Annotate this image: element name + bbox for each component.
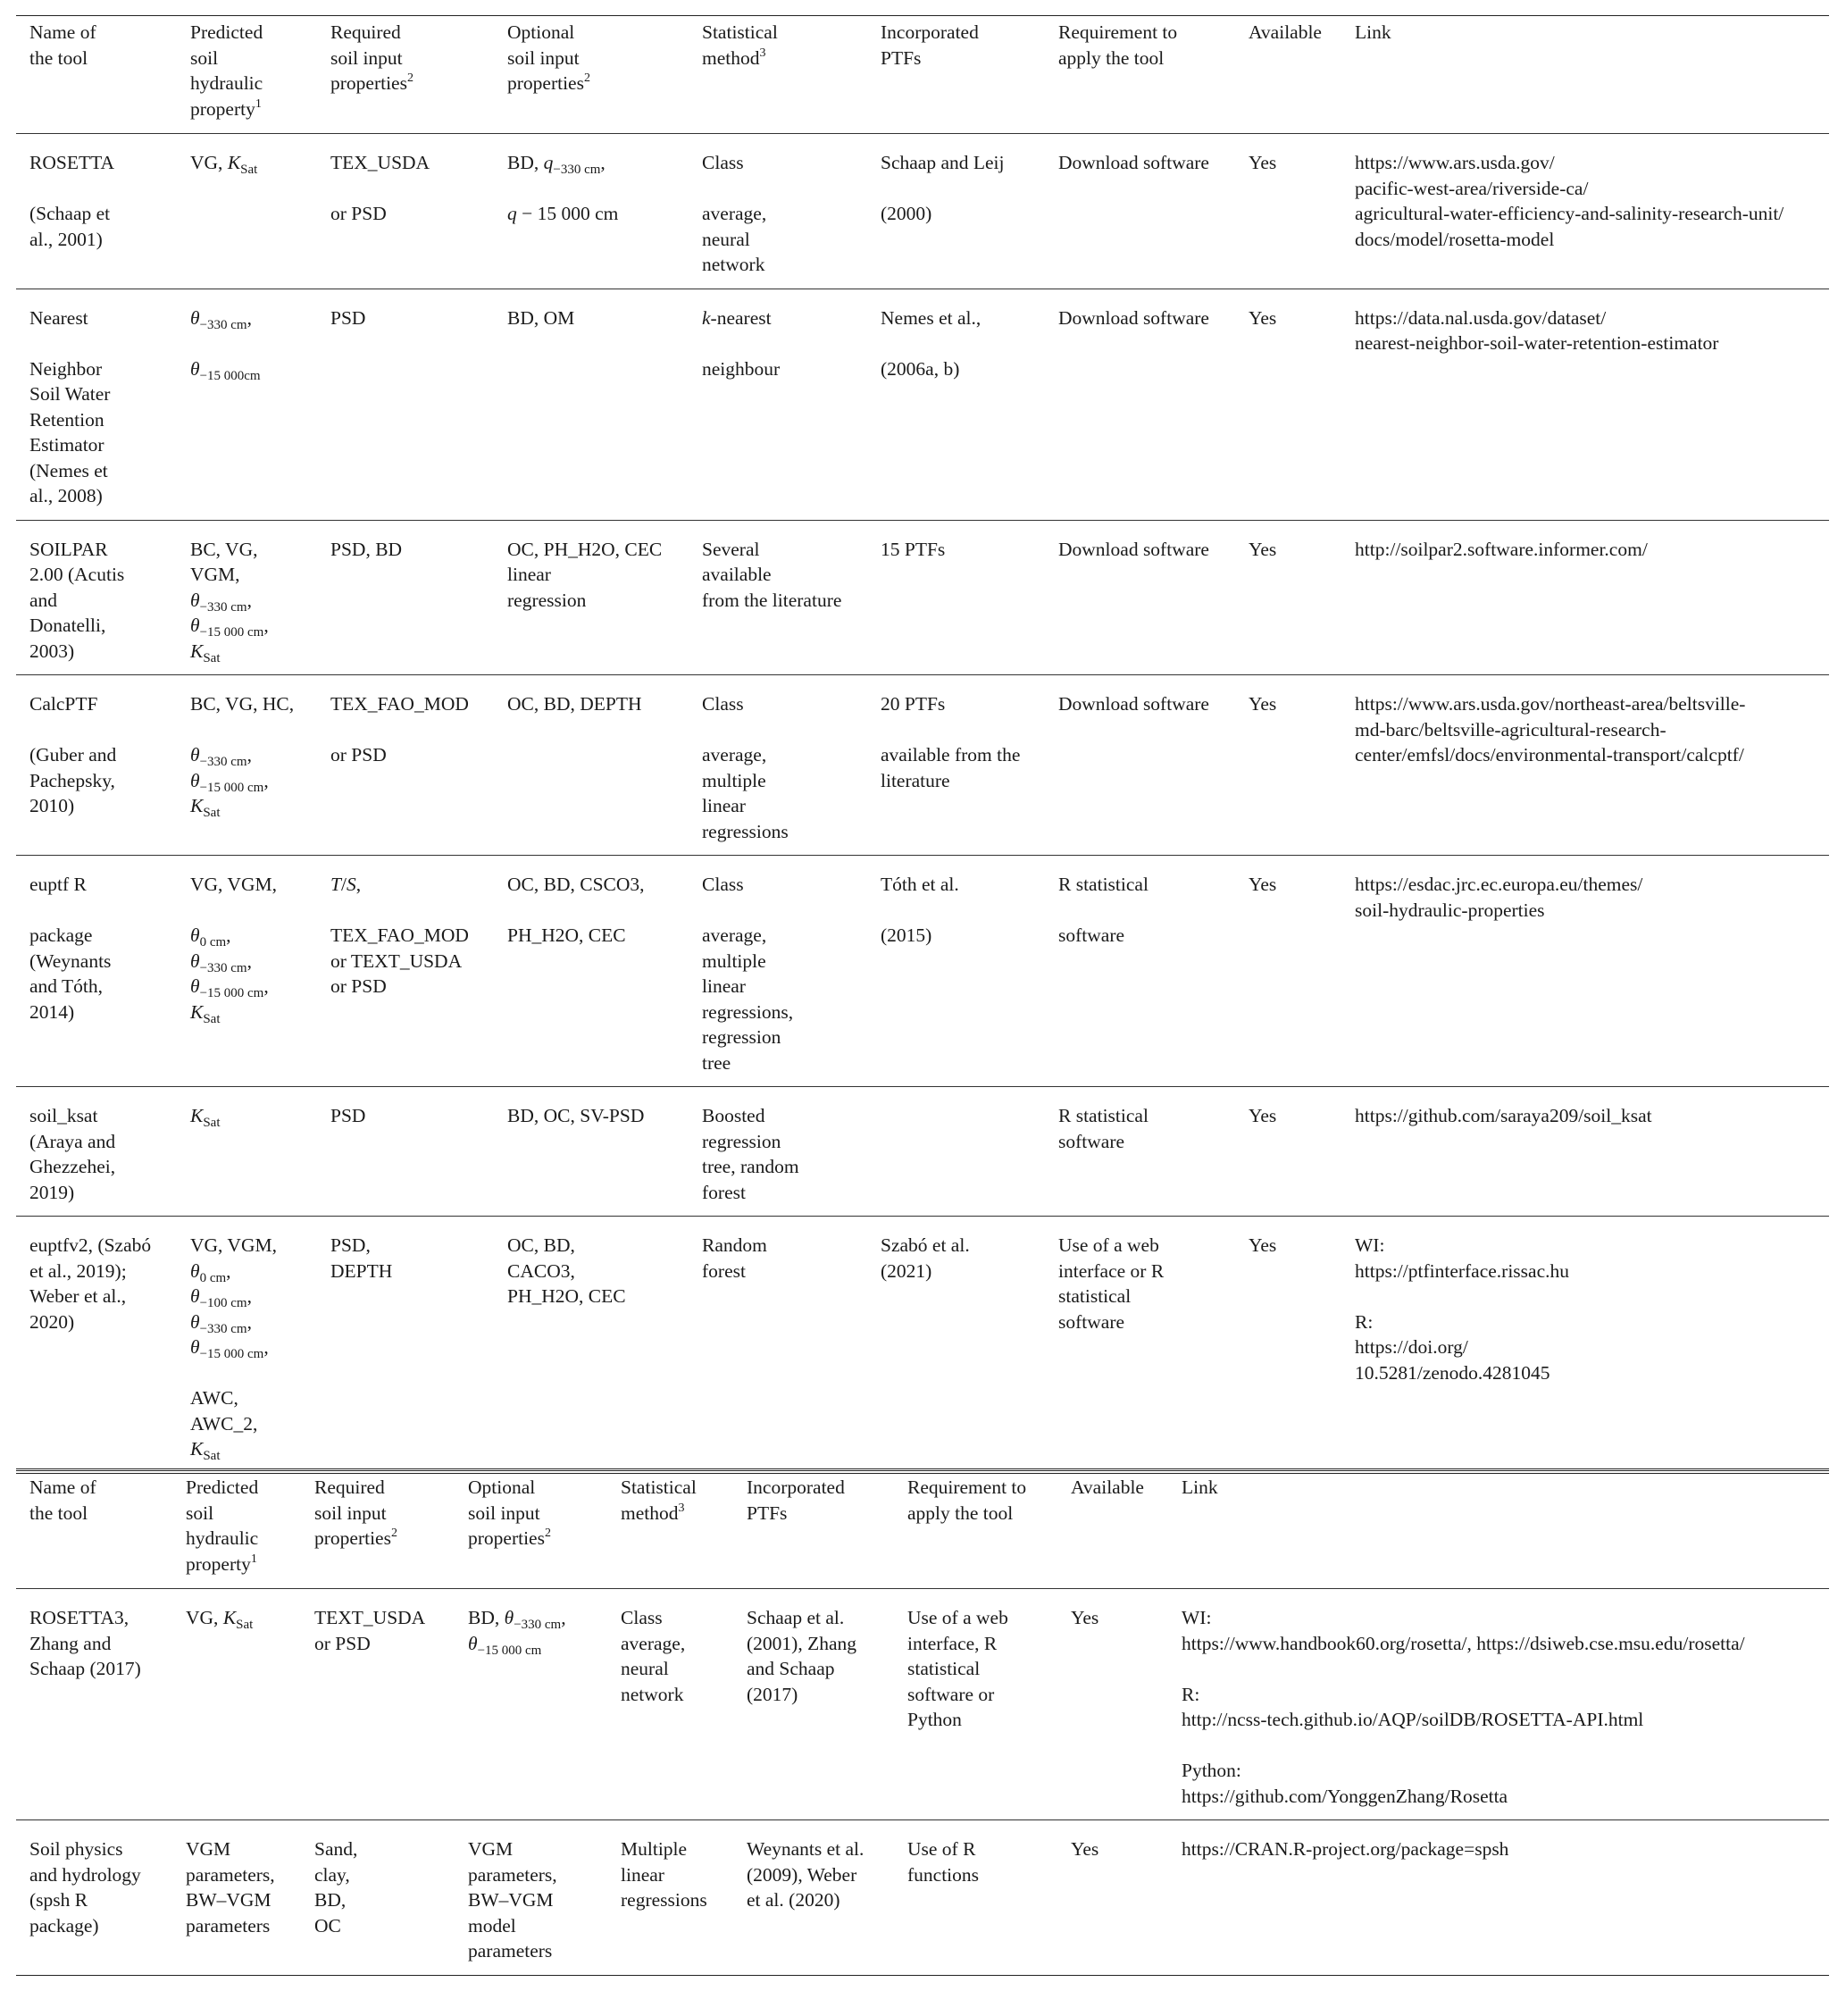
cell-link[interactable] <box>1341 134 1829 289</box>
cell-paragraph: Yes <box>1249 1234 1277 1256</box>
cell-predicted-property <box>177 1217 317 1474</box>
cell-paragraph: 15 PTFs <box>881 538 946 560</box>
cell-paragraph: Soil physics and hydrology (spsh R package) <box>29 1838 141 1937</box>
cell-paragraph: BD, $q_{-330 cm}$, <box>507 152 606 177</box>
cell-paragraph: TEX_USDA <box>330 152 430 173</box>
cell-paragraph: TEX_FAO_MOD <box>330 693 469 715</box>
header-line: properties$^2$ <box>314 1527 397 1549</box>
cell-paragraph: k-nearest <box>702 306 772 329</box>
cell-paragraph: euptf R <box>29 874 87 895</box>
cell-requirement <box>1045 1087 1235 1217</box>
header-tool-name <box>16 16 177 134</box>
cell-tool-name <box>16 1217 177 1474</box>
cell-paragraph: Download software <box>1058 152 1209 173</box>
cell-paragraph: Use of a web interface or R statistical software <box>1058 1234 1165 1333</box>
cell-paragraph: average, neural network <box>702 203 767 275</box>
link-text[interactable]: https://esdac.jrc.ec.europa.eu/themes/ soil-hydraulic-properties <box>1355 874 1643 921</box>
tools-table-part-1 <box>16 15 1829 1474</box>
header-line: properties$^2$ <box>330 71 413 94</box>
cell-requirement <box>894 1820 1057 1976</box>
header-line: Link <box>1182 1476 1218 1498</box>
header-line: soil input <box>330 46 403 69</box>
cell-paragraph: or PSD <box>330 744 387 765</box>
cell-paragraph: $\theta_{-15 000cm}$ <box>190 357 261 383</box>
cell-tool-name <box>16 1820 172 1976</box>
cell-statistical-method <box>689 1087 867 1217</box>
cell-incorporated-ptfs <box>867 675 1045 856</box>
cell-statistical-method <box>689 675 867 856</box>
cell-paragraph: Class <box>702 874 744 895</box>
cell-paragraph: OC, BD, DEPTH <box>507 693 642 715</box>
cell-requirement <box>1045 134 1235 289</box>
cell-paragraph: PSD, DEPTH <box>330 1234 393 1282</box>
cell-paragraph: average, multiple linear regressions <box>702 744 789 842</box>
cell-paragraph: Schaap and Leij <box>881 152 1005 173</box>
cell-requirement <box>1045 289 1235 520</box>
cell-required-inputs <box>301 1589 455 1820</box>
table-header-row <box>16 1470 1829 1589</box>
cell-paragraph: average, multiple linear regressions, regression tree <box>702 924 794 1074</box>
cell-paragraph: Download software <box>1058 538 1209 560</box>
cell-paragraph: Schaap et al. (2001), Zhang and Schaap (2017) <box>747 1607 856 1705</box>
cell-paragraph: Use of R functions <box>907 1838 980 1886</box>
cell-paragraph: Random forest <box>702 1234 767 1282</box>
header-line: PTFs <box>747 1502 788 1524</box>
cell-statistical-method <box>607 1820 733 1976</box>
header-line: hydraulic <box>186 1527 259 1549</box>
cell-paragraph: Neighbor Soil Water Retention Estimator (Nemes et al., 2008) <box>29 357 111 506</box>
cell-optional-inputs <box>494 675 689 856</box>
header-tool-name <box>16 1470 172 1589</box>
cell-link[interactable] <box>1341 675 1829 856</box>
link-text[interactable]: R: https://doi.org/ 10.5281/zenodo.4281045 <box>1355 1310 1550 1384</box>
cell-paragraph: package (Weynants and Tóth, 2014) <box>29 924 112 1023</box>
cell-available <box>1057 1589 1168 1820</box>
table-row <box>16 1087 1829 1217</box>
cell-incorporated-ptfs <box>867 1087 1045 1217</box>
cell-optional-inputs <box>455 1820 607 1976</box>
header-line: PTFs <box>881 46 922 69</box>
link-text[interactable]: WI: https://ptfinterface.rissac.hu <box>1355 1234 1570 1282</box>
table-body <box>16 1589 1829 1976</box>
cell-statistical-method <box>689 520 867 675</box>
cell-link[interactable] <box>1341 289 1829 520</box>
cell-paragraph: (2006a, b) <box>881 357 960 380</box>
cell-tool-name <box>16 1087 177 1217</box>
header-line: Incorporated <box>747 1476 845 1498</box>
cell-paragraph: OC, BD, CSCO3, <box>507 874 645 895</box>
cell-paragraph: Several available from the literature <box>702 538 842 611</box>
header-statistical-method <box>689 16 867 134</box>
header-link <box>1341 16 1829 134</box>
header-line: Predicted <box>186 1476 259 1498</box>
header-line: apply the tool <box>1058 46 1165 69</box>
cell-available <box>1235 289 1341 520</box>
header-line: hydraulic <box>190 72 263 94</box>
cell-paragraph: R statistical <box>1058 874 1149 895</box>
header-line: Optional <box>468 1476 536 1498</box>
cell-paragraph: OC, PH_H2O, CEC linear regression <box>507 538 663 611</box>
header-incorporated-ptfs <box>867 16 1045 134</box>
cell-incorporated-ptfs <box>867 289 1045 520</box>
cell-optional-inputs <box>455 1589 607 1820</box>
cell-paragraph: VG, $K_{Sat}$ <box>186 1607 254 1632</box>
cell-required-inputs <box>317 1217 494 1474</box>
cell-tool-name <box>16 1589 172 1820</box>
cell-incorporated-ptfs <box>867 856 1045 1087</box>
table-row <box>16 856 1829 1087</box>
header-available <box>1057 1470 1168 1589</box>
cell-link[interactable] <box>1341 520 1829 675</box>
link-text[interactable]: https://CRAN.R-project.org/package=spsh <box>1182 1838 1509 1860</box>
cell-required-inputs <box>317 675 494 856</box>
cell-predicted-property <box>177 520 317 675</box>
cell-paragraph: $\theta_{0 cm}$, $\theta_{-330 cm}$, $\theta_{-15 000 cm}$, $K_{Sat}$ <box>190 924 269 1026</box>
link-text[interactable]: WI: https://www.handbook60.org/rosetta/, https://dsiweb.cse.msu.edu/rosetta/ <box>1182 1607 1745 1654</box>
cell-link[interactable] <box>1341 1217 1829 1474</box>
cell-statistical-method <box>689 856 867 1087</box>
cell-paragraph: Class <box>702 152 744 173</box>
cell-optional-inputs <box>494 1087 689 1217</box>
cell-tool-name <box>16 675 177 856</box>
cell-incorporated-ptfs <box>867 1217 1045 1474</box>
cell-paragraph: T/S, <box>330 874 362 895</box>
cell-predicted-property <box>172 1820 301 1976</box>
cell-incorporated-ptfs <box>867 520 1045 675</box>
cell-required-inputs <box>317 856 494 1087</box>
cell-paragraph: BD, OM <box>507 306 575 329</box>
cell-paragraph: TEXT_USDA or PSD <box>314 1607 426 1654</box>
cell-statistical-method <box>607 1589 733 1820</box>
cell-statistical-method <box>689 1217 867 1474</box>
header-line: Statistical <box>702 21 778 43</box>
header-available <box>1235 16 1341 134</box>
cell-link[interactable] <box>1168 1589 1829 1820</box>
header-optional-inputs <box>494 16 689 134</box>
cell-predicted-property <box>177 134 317 289</box>
cell-incorporated-ptfs <box>867 134 1045 289</box>
header-line: method$^3$ <box>621 1501 685 1524</box>
cell-paragraph: CalcPTF <box>29 693 98 715</box>
table-row <box>16 289 1829 520</box>
link-text[interactable]: https://www.ars.usda.gov/northeast-area/beltsville- md-barc/beltsville-agricultural-research- center/emfsl/docs/environmental-transport/calcptf/ <box>1355 693 1746 765</box>
header-line: Requirement to <box>907 1476 1027 1498</box>
header-requirement <box>894 1470 1057 1589</box>
link-text[interactable]: https://www.ars.usda.gov/ pacific-west-area/riverside-ca/ agricultural-water-efficiency-and-salinity-research-unit/ docs/model/rosetta-model <box>1355 152 1784 250</box>
cell-paragraph: $K_{Sat}$ <box>190 1105 221 1130</box>
table-row <box>16 675 1829 856</box>
cell-paragraph: software <box>1058 924 1125 946</box>
cell-predicted-property <box>177 675 317 856</box>
header-requirement <box>1045 16 1235 134</box>
cell-incorporated-ptfs <box>733 1589 894 1820</box>
cell-paragraph: Yes <box>1249 306 1277 329</box>
cell-paragraph: Szabó et al. (2021) <box>881 1234 970 1282</box>
cell-paragraph: PSD <box>330 306 366 329</box>
table-row <box>16 520 1829 675</box>
cell-paragraph: (2015) <box>881 924 932 946</box>
cell-paragraph: Nearest <box>29 306 88 329</box>
cell-paragraph: Multiple linear regressions <box>621 1838 707 1911</box>
cell-paragraph: VG, VGM, $\theta_{0 cm}$, $\theta_{-100 cm}$, $\theta_{-330 cm}$, $\theta_{-15 000 cm}$, <box>190 1234 277 1361</box>
header-incorporated-ptfs <box>733 1470 894 1589</box>
cell-paragraph: q − 15 000 cm <box>507 203 619 224</box>
cell-available <box>1235 134 1341 289</box>
header-link <box>1168 1470 1829 1589</box>
cell-tool-name <box>16 289 177 520</box>
cell-paragraph: BC, VG, HC, <box>190 693 295 715</box>
cell-paragraph: ROSETTA <box>29 152 115 173</box>
header-predicted-property <box>172 1470 301 1589</box>
cell-available <box>1235 675 1341 856</box>
header-line: properties$^2$ <box>507 71 590 94</box>
cell-optional-inputs <box>494 134 689 289</box>
cell-paragraph: Download software <box>1058 306 1209 329</box>
link-text[interactable]: https://data.nal.usda.gov/dataset/ nearest-neighbor-soil-water-retention-estimator <box>1355 306 1719 354</box>
cell-paragraph: BD, $\theta_{-330 cm}$, $\theta_{-15 000 cm}$ <box>468 1607 566 1658</box>
cell-paragraph: VGM parameters, BW–VGM model parameters <box>468 1838 557 1962</box>
cell-available <box>1235 520 1341 675</box>
link-text[interactable]: https://github.com/saraya209/soil_ksat <box>1355 1105 1652 1126</box>
cell-paragraph: BC, VG, VGM, $\theta_{-330 cm}$, $\theta_{-15 000 cm}$, $K_{Sat}$ <box>190 538 269 665</box>
cell-paragraph: neighbour <box>702 357 781 380</box>
header-line: soil <box>190 46 219 69</box>
header-line: Available <box>1249 21 1322 43</box>
cell-available <box>1235 856 1341 1087</box>
cell-available <box>1235 1217 1341 1474</box>
cell-paragraph: SOILPAR 2.00 (Acutis and Donatelli, 2003) <box>29 538 125 662</box>
header-line: method$^3$ <box>702 46 766 69</box>
cell-requirement <box>1045 856 1235 1087</box>
header-line: Requirement to <box>1058 21 1178 43</box>
cell-paragraph: (2000) <box>881 203 932 224</box>
cell-paragraph: Class <box>702 693 744 715</box>
cell-statistical-method <box>689 134 867 289</box>
header-line: Name of <box>29 1476 96 1498</box>
cell-incorporated-ptfs <box>733 1820 894 1976</box>
table-row <box>16 134 1829 289</box>
cell-paragraph: soil_ksat (Araya and Ghezzehei, 2019) <box>29 1105 116 1203</box>
cell-paragraph <box>881 1103 1045 1129</box>
cell-paragraph: VGM parameters, BW–VGM parameters <box>186 1838 275 1937</box>
table-header-row <box>16 16 1829 134</box>
table-row <box>16 1589 1829 1820</box>
cell-link[interactable] <box>1168 1820 1829 1976</box>
cell-paragraph: VG, $K_{Sat}$ <box>190 152 258 177</box>
cell-paragraph: BD, OC, SV-PSD <box>507 1105 645 1126</box>
header-predicted-property <box>177 16 317 134</box>
header-required-inputs <box>317 16 494 134</box>
cell-paragraph: available from the literature <box>881 744 1021 791</box>
cell-link[interactable] <box>1341 856 1829 1087</box>
cell-required-inputs <box>317 289 494 520</box>
header-line: Predicted <box>190 21 263 43</box>
cell-paragraph: $\theta_{-330 cm}$, <box>190 306 252 332</box>
cell-paragraph: Yes <box>1249 1105 1277 1126</box>
cell-optional-inputs <box>494 1217 689 1474</box>
link-text[interactable]: R: http://ncss-tech.github.io/AQP/soilDB/ROSETTA-API.html <box>1182 1683 1644 1730</box>
cell-optional-inputs <box>494 289 689 520</box>
cell-required-inputs <box>301 1820 455 1976</box>
cell-paragraph: euptfv2, (Szabó et al., 2019); Weber et al., 2020) <box>29 1234 152 1333</box>
cell-paragraph: Yes <box>1249 152 1277 173</box>
cell-paragraph: or PSD <box>330 203 387 224</box>
cell-paragraph: (Schaap et al., 2001) <box>29 203 111 250</box>
header-line: properties$^2$ <box>468 1527 551 1549</box>
header-line: Optional <box>507 21 575 43</box>
cell-paragraph: 20 PTFs <box>881 693 946 715</box>
table-row <box>16 1217 1829 1474</box>
cell-available <box>1057 1820 1168 1976</box>
header-line: Available <box>1071 1476 1144 1498</box>
cell-predicted-property <box>177 1087 317 1217</box>
header-line: Required <box>330 21 401 43</box>
cell-paragraph: Yes <box>1249 693 1277 715</box>
cell-requirement <box>1045 1217 1235 1474</box>
header-line: apply the tool <box>907 1502 1014 1524</box>
link-text[interactable]: http://soilpar2.software.informer.com/ <box>1355 538 1648 560</box>
cell-available <box>1235 1087 1341 1217</box>
cell-tool-name <box>16 520 177 675</box>
header-line: Incorporated <box>881 21 979 43</box>
cell-statistical-method <box>689 289 867 520</box>
cell-paragraph: PH_H2O, CEC <box>507 924 626 946</box>
cell-paragraph: ROSETTA3, Zhang and Schaap (2017) <box>29 1607 141 1679</box>
header-line: Required <box>314 1476 385 1498</box>
header-line: soil <box>186 1502 214 1524</box>
cell-paragraph: R statistical software <box>1058 1105 1149 1152</box>
cell-paragraph: Tóth et al. <box>881 874 959 895</box>
cell-predicted-property <box>172 1589 301 1820</box>
cell-paragraph: (Guber and Pachepsky, 2010) <box>29 744 117 816</box>
header-optional-inputs <box>455 1470 607 1589</box>
cell-predicted-property <box>177 289 317 520</box>
cell-link[interactable] <box>1341 1087 1829 1217</box>
cell-requirement <box>894 1589 1057 1820</box>
header-line: Link <box>1355 21 1391 43</box>
header-line: the tool <box>29 1502 88 1524</box>
cell-paragraph: Download software <box>1058 693 1209 715</box>
cell-optional-inputs <box>494 520 689 675</box>
header-line: soil input <box>507 46 580 69</box>
cell-paragraph: AWC, AWC_2, $K_{Sat}$ <box>190 1387 258 1463</box>
cell-tool-name <box>16 856 177 1087</box>
cell-paragraph: PSD <box>330 1105 366 1126</box>
tools-table-part-2 <box>16 1468 1829 1976</box>
cell-requirement <box>1045 520 1235 675</box>
cell-tool-name <box>16 134 177 289</box>
cell-paragraph: VG, VGM, <box>190 874 277 895</box>
header-line: soil input <box>314 1502 387 1524</box>
cell-paragraph: Yes <box>1071 1838 1099 1860</box>
cell-requirement <box>1045 675 1235 856</box>
table-row <box>16 1820 1829 1976</box>
header-line: property$^1$ <box>186 1552 257 1575</box>
cell-paragraph: Use of a web interface, R statistical software or Python <box>907 1607 1008 1730</box>
header-required-inputs <box>301 1470 455 1589</box>
link-text[interactable]: Python: https://github.com/YonggenZhang/Rosetta <box>1182 1760 1508 1807</box>
cell-paragraph: PSD, BD <box>330 538 403 560</box>
header-line: property$^1$ <box>190 96 262 120</box>
cell-paragraph: TEX_FAO_MOD or TEXT_USDA or PSD <box>330 924 469 997</box>
cell-paragraph: OC, BD, CACO3, PH_H2O, CEC <box>507 1234 626 1307</box>
cell-paragraph: Nemes et al., <box>881 306 981 329</box>
cell-required-inputs <box>317 1087 494 1217</box>
cell-required-inputs <box>317 134 494 289</box>
cell-paragraph: Yes <box>1249 538 1277 560</box>
cell-paragraph: Yes <box>1071 1607 1099 1628</box>
cell-paragraph: Class average, neural network <box>621 1607 686 1705</box>
cell-paragraph: Boosted regression tree, random forest <box>702 1105 799 1203</box>
cell-paragraph: Sand, clay, BD, OC <box>314 1838 358 1937</box>
header-line: Statistical <box>621 1476 697 1498</box>
cell-paragraph: Yes <box>1249 874 1277 895</box>
header-line: the tool <box>29 46 88 69</box>
table-body <box>16 134 1829 1474</box>
cell-required-inputs <box>317 520 494 675</box>
cell-optional-inputs <box>494 856 689 1087</box>
cell-paragraph: Weynants et al. (2009), Weber et al. (2020) <box>747 1838 865 1911</box>
header-line: soil input <box>468 1502 540 1524</box>
header-statistical-method <box>607 1470 733 1589</box>
cell-predicted-property <box>177 856 317 1087</box>
cell-paragraph: $\theta_{-330 cm}$, $\theta_{-15 000 cm}$, $K_{Sat}$ <box>190 744 269 820</box>
header-line: Name of <box>29 21 96 43</box>
